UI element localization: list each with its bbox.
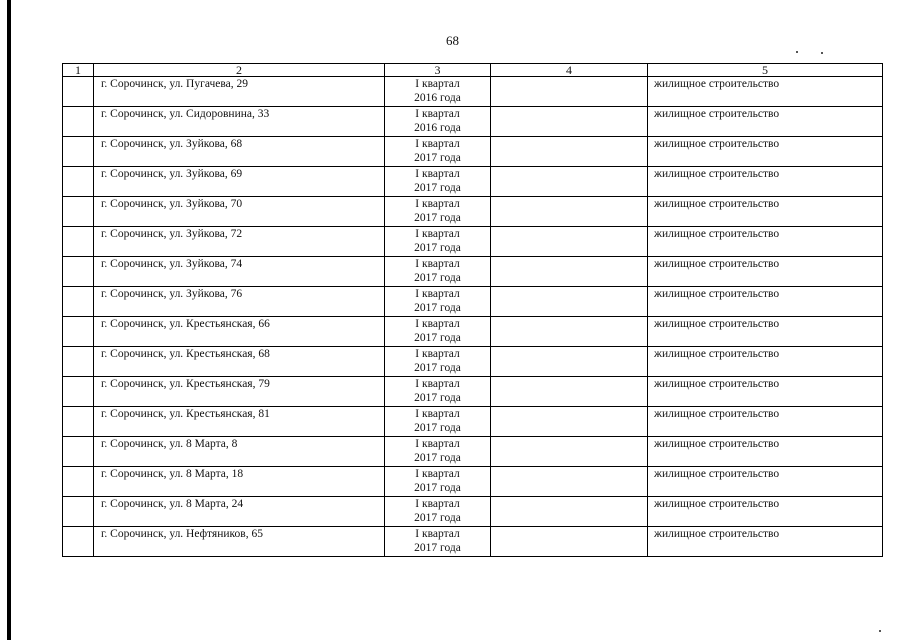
purpose-cell: жилищное строительство [648, 407, 883, 437]
term-quarter: I квартал [415, 318, 460, 330]
term-year: 2017 года [414, 242, 461, 254]
purpose-cell: жилищное строительство [648, 137, 883, 167]
address-cell: г. Сорочинск, ул. Нефтяников, 65 [94, 527, 385, 557]
term-quarter: I квартал [415, 78, 460, 90]
address-cell: г. Сорочинск, ул. 8 Марта, 18 [94, 467, 385, 497]
address-cell: г. Сорочинск, ул. Зуйкова, 69 [94, 167, 385, 197]
table-row [63, 227, 883, 257]
row-number-cell [63, 227, 94, 257]
col4-cell [491, 287, 648, 317]
col4-cell [491, 77, 648, 107]
address-cell: г. Сорочинск, ул. Крестьянская, 66 [94, 317, 385, 347]
scan-speck [796, 51, 798, 53]
table-row [63, 197, 883, 227]
land-plots-table [62, 63, 883, 557]
table-row [63, 317, 883, 347]
purpose-cell: жилищное строительство [648, 437, 883, 467]
row-number-cell [63, 107, 94, 137]
term-cell [385, 197, 491, 227]
col4-cell [491, 167, 648, 197]
term-cell [385, 497, 491, 527]
header-col-3: 3 [385, 64, 491, 77]
row-number-cell [63, 137, 94, 167]
term-quarter: I квартал [415, 288, 460, 300]
address-cell: г. Сорочинск, ул. Пугачева, 29 [94, 77, 385, 107]
address-cell: г. Сорочинск, ул. Крестьянская, 81 [94, 407, 385, 437]
row-number-cell [63, 407, 94, 437]
row-number-cell [63, 497, 94, 527]
purpose-cell: жилищное строительство [648, 317, 883, 347]
table-row [63, 77, 883, 107]
col4-cell [491, 497, 648, 527]
row-number-cell [63, 377, 94, 407]
table-row [63, 287, 883, 317]
table-row [63, 257, 883, 287]
row-number-cell [63, 257, 94, 287]
col4-cell [491, 437, 648, 467]
row-number-cell [63, 77, 94, 107]
term-quarter: I квартал [415, 168, 460, 180]
address-cell: г. Сорочинск, ул. Зуйкова, 68 [94, 137, 385, 167]
scan-edge-bar [7, 0, 11, 640]
term-quarter: I квартал [415, 468, 460, 480]
address-cell: г. Сорочинск, ул. Крестьянская, 79 [94, 377, 385, 407]
col4-cell [491, 227, 648, 257]
term-year: 2017 года [414, 542, 461, 554]
address-cell: г. Сорочинск, ул. Зуйкова, 70 [94, 197, 385, 227]
term-quarter: I квартал [415, 528, 460, 540]
row-number-cell [63, 317, 94, 347]
table-row [63, 527, 883, 557]
term-cell [385, 377, 491, 407]
term-year: 2017 года [414, 422, 461, 434]
col4-cell [491, 467, 648, 497]
purpose-cell: жилищное строительство [648, 347, 883, 377]
term-year: 2017 года [414, 152, 461, 164]
page-number: 68 [446, 33, 459, 48]
address-cell: г. Сорочинск, ул. 8 Марта, 24 [94, 497, 385, 527]
col4-cell [491, 317, 648, 347]
term-quarter: I квартал [415, 198, 460, 210]
col4-cell [491, 137, 648, 167]
col4-cell [491, 377, 648, 407]
term-year: 2017 года [414, 212, 461, 224]
term-cell [385, 347, 491, 377]
term-cell [385, 227, 491, 257]
term-quarter: I квартал [415, 348, 460, 360]
row-number-cell [63, 437, 94, 467]
term-cell [385, 287, 491, 317]
table-row [63, 407, 883, 437]
term-cell [385, 77, 491, 107]
term-quarter: I квартал [415, 378, 460, 390]
col4-cell [491, 407, 648, 437]
row-number-cell [63, 197, 94, 227]
term-cell [385, 527, 491, 557]
term-cell [385, 407, 491, 437]
purpose-cell: жилищное строительство [648, 107, 883, 137]
address-cell: г. Сорочинск, ул. Зуйкова, 74 [94, 257, 385, 287]
row-number-cell [63, 287, 94, 317]
table-row [63, 137, 883, 167]
term-year: 2017 года [414, 302, 461, 314]
col4-cell [491, 197, 648, 227]
term-cell [385, 257, 491, 287]
term-year: 2017 года [414, 182, 461, 194]
header-col-1: 1 [63, 64, 94, 77]
term-cell [385, 107, 491, 137]
row-number-cell [63, 347, 94, 377]
term-quarter: I квартал [415, 408, 460, 420]
term-cell [385, 137, 491, 167]
purpose-cell: жилищное строительство [648, 527, 883, 557]
table-row [63, 347, 883, 377]
term-cell [385, 437, 491, 467]
term-year: 2017 года [414, 452, 461, 464]
term-year: 2017 года [414, 512, 461, 524]
term-quarter: I квартал [415, 228, 460, 240]
address-cell: г. Сорочинск, ул. Крестьянская, 68 [94, 347, 385, 377]
row-number-cell [63, 527, 94, 557]
header-col-5: 5 [648, 64, 883, 77]
row-number-cell [63, 167, 94, 197]
purpose-cell: жилищное строительство [648, 167, 883, 197]
term-quarter: I квартал [415, 138, 460, 150]
col4-cell [491, 527, 648, 557]
term-cell [385, 167, 491, 197]
term-quarter: I квартал [415, 108, 460, 120]
table-row [63, 467, 883, 497]
table-row [63, 377, 883, 407]
purpose-cell: жилищное строительство [648, 497, 883, 527]
table-row [63, 437, 883, 467]
scan-speck [821, 52, 823, 54]
purpose-cell: жилищное строительство [648, 257, 883, 287]
header-col-2: 2 [94, 64, 385, 77]
term-cell [385, 467, 491, 497]
term-quarter: I квартал [415, 258, 460, 270]
term-year: 2017 года [414, 332, 461, 344]
term-cell [385, 317, 491, 347]
term-quarter: I квартал [415, 498, 460, 510]
purpose-cell: жилищное строительство [648, 197, 883, 227]
table-row [63, 107, 883, 137]
purpose-cell: жилищное строительство [648, 77, 883, 107]
term-year: 2017 года [414, 482, 461, 494]
term-year: 2017 года [414, 362, 461, 374]
col4-cell [491, 347, 648, 377]
address-cell: г. Сорочинск, ул. Зуйкова, 72 [94, 227, 385, 257]
col4-cell [491, 107, 648, 137]
term-quarter: I квартал [415, 438, 460, 450]
scan-speck [879, 630, 881, 632]
header-col-4: 4 [491, 64, 648, 77]
purpose-cell: жилищное строительство [648, 227, 883, 257]
row-number-cell [63, 467, 94, 497]
col4-cell [491, 257, 648, 287]
address-cell: г. Сорочинск, ул. 8 Марта, 8 [94, 437, 385, 467]
table-row [63, 497, 883, 527]
purpose-cell: жилищное строительство [648, 287, 883, 317]
term-year: 2016 года [414, 122, 461, 134]
purpose-cell: жилищное строительство [648, 377, 883, 407]
term-year: 2016 года [414, 92, 461, 104]
term-year: 2017 года [414, 272, 461, 284]
term-year: 2017 года [414, 392, 461, 404]
purpose-cell: жилищное строительство [648, 467, 883, 497]
address-cell: г. Сорочинск, ул. Зуйкова, 76 [94, 287, 385, 317]
address-cell: г. Сорочинск, ул. Сидоровнина, 33 [94, 107, 385, 137]
table-row [63, 167, 883, 197]
table-header-row [63, 64, 883, 77]
